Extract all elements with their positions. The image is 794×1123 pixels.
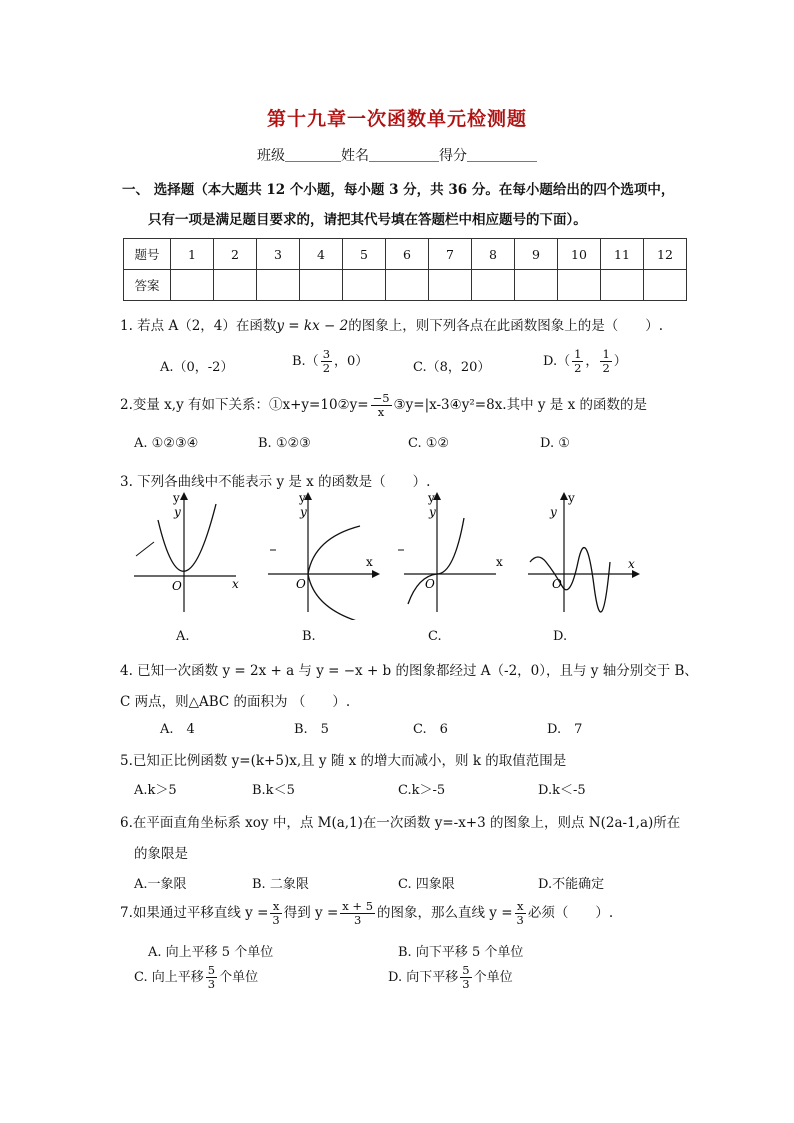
frac-denominator: 3	[207, 977, 216, 991]
q2-option-d[interactable]: D. ①	[540, 436, 570, 451]
frac-numerator: x	[515, 900, 526, 914]
q1-d-post: ）	[613, 354, 627, 369]
q5-option-c[interactable]: C.k＞-5	[398, 783, 446, 798]
frac-denominator: 3	[462, 977, 470, 991]
q5-option-b[interactable]: B.k＜5	[252, 783, 295, 798]
q1-stem-a: 1. 若点 A（2，4）在函数	[120, 318, 277, 334]
table-cell-number: 7	[429, 239, 472, 270]
q4-option-b[interactable]: B. 5	[294, 722, 329, 737]
q4-option-c[interactable]: C. 6	[413, 722, 448, 737]
origin-label: O	[552, 577, 562, 591]
q7-fraction-2	[340, 900, 375, 927]
graph-b[interactable]	[262, 490, 384, 620]
q2-option-b[interactable]: B. ①②③	[258, 436, 311, 451]
q7-option-c[interactable]	[134, 964, 258, 991]
graph-a[interactable]	[128, 490, 248, 620]
question-3-stem: 3. 下列各曲线中不能表示 y 是 x 的函数是（ ）.	[120, 474, 431, 490]
table-cell-number: 11	[601, 239, 644, 270]
question-5: 5.已知正比例函数 y=(k+5)x,且 y 随 x 的增大而减小，则 k 的取值范围是	[120, 753, 567, 769]
frac-numerator: 1	[602, 347, 610, 361]
axis-label-y: y	[568, 491, 575, 505]
x-arrow-icon	[372, 570, 380, 578]
q7-fraction-3	[515, 900, 526, 927]
frac-numerator: −5	[372, 391, 390, 405]
q4-option-a[interactable]: A. 4	[160, 722, 195, 737]
table-cell-number: 12	[644, 239, 687, 270]
answer-cell[interactable]	[343, 270, 386, 301]
axis-label-y-inner: y	[550, 505, 557, 519]
frac-denominator: 2	[602, 361, 610, 375]
origin-label: O	[172, 579, 182, 593]
axis-label-x: x	[366, 555, 373, 569]
frac-denominator: 2	[322, 361, 331, 375]
q7-c-fraction	[206, 964, 217, 991]
q1-option-c[interactable]: C.（8，20）	[413, 360, 491, 375]
q2-stem-b: ③y=|x-3④y²=8x.其中 y 是 x 的函数的是	[393, 397, 647, 413]
answer-cell[interactable]	[644, 270, 687, 301]
q7-d-fraction	[460, 964, 471, 991]
table-cell-number: 5	[343, 239, 386, 270]
frac-denominator: x	[377, 405, 385, 419]
table-cell-number: 2	[214, 239, 257, 270]
frac-denominator: 3	[516, 913, 524, 927]
q7-d-pre: D. 向下平移	[388, 970, 459, 985]
question-4-line1: 4. 已知一次函数 y = 2x + a 与 y = −x + b 的图象都经过 A（-2，0），且与 y 轴分别交于 B、	[120, 663, 698, 679]
axis-label-y: y	[299, 491, 306, 505]
q4-option-d[interactable]: D. 7	[547, 722, 583, 737]
table-cell-number: 6	[386, 239, 429, 270]
q7-stem-a: 7.如果通过平移直线 y =	[120, 905, 269, 921]
q7-c-pre: C. 向上平移	[134, 970, 204, 985]
axis-label-y-inner: y	[300, 505, 307, 519]
q7-option-b[interactable]: B. 向下平移 5 个单位	[398, 945, 524, 960]
q1-option-b[interactable]	[292, 348, 368, 375]
q1-d-comma: ，	[585, 354, 599, 369]
section-instructions-line1: 一、 选择题（本大题共 12 个小题，每小题 3 分，共 36 分。在每小题给出的四个选项中，	[122, 182, 675, 198]
q7-d-post: 个单位	[473, 970, 513, 985]
table-row-answers	[124, 270, 687, 301]
answer-cell[interactable]	[214, 270, 257, 301]
q1-d-fraction-2	[600, 348, 611, 375]
q7-option-a[interactable]: A. 向上平移 5 个单位	[148, 945, 274, 960]
curve	[158, 504, 216, 571]
question-6-line1: 6.在平面直角坐标系 xoy 中，点 M(a,1)在一次函数 y=-x+3 的图象上，则点 N(2a-1,a)所在	[120, 815, 681, 831]
frac-denominator: 3	[272, 913, 280, 927]
q7-option-d[interactable]	[388, 964, 513, 991]
table-answer-label: 答案	[124, 270, 171, 301]
page-title: 第十九章一次函数单元检测题	[266, 108, 527, 130]
axis-label-x: x	[496, 555, 503, 569]
y-arrow-icon	[560, 492, 568, 500]
frac-numerator: x + 5	[342, 899, 374, 913]
question-6-line2: 的象限是	[134, 846, 188, 862]
q1-b-fraction	[321, 348, 332, 375]
graph-label-c: C.	[428, 629, 442, 644]
q7-c-post: 个单位	[219, 970, 259, 985]
q5-option-a[interactable]: A.k＞5	[134, 783, 177, 798]
q1-d-pre: D.（	[543, 354, 571, 369]
answer-cell[interactable]	[300, 270, 343, 301]
axis-label-y-inner: y	[174, 505, 181, 519]
graph-d[interactable]	[524, 490, 644, 620]
q1-expression: y = kx − 2	[276, 318, 349, 334]
answer-cell[interactable]	[257, 270, 300, 301]
curve	[308, 526, 360, 620]
graph-label-b: B.	[302, 629, 316, 644]
q1-d-fraction-1	[572, 348, 583, 375]
q7-stem-c: 的图象，那么直线 y =	[377, 905, 513, 921]
q6-option-b[interactable]: B. 二象限	[252, 877, 309, 892]
table-header-label: 题号	[124, 239, 171, 270]
axis-label-y: y	[173, 491, 180, 505]
q6-option-a[interactable]: A.一象限	[134, 877, 187, 892]
answer-cell[interactable]	[472, 270, 515, 301]
q7-stem-d: 必须（ ）.	[527, 905, 614, 921]
table-cell-number: 8	[472, 239, 515, 270]
frac-numerator: x	[270, 900, 281, 914]
section-instructions-line2: 只有一项是满足题目要求的，请把其代号填在答题栏中相应题号的下面）。	[148, 212, 587, 228]
q7-fraction-1	[270, 900, 281, 927]
q1-option-d[interactable]	[543, 348, 627, 375]
axis-tick	[136, 542, 154, 556]
answer-cell[interactable]	[515, 270, 558, 301]
y-arrow-icon	[180, 492, 188, 500]
table-cell-number: 9	[515, 239, 558, 270]
frac-numerator: 1	[574, 347, 582, 361]
graph-label-a: A.	[176, 629, 190, 644]
q1-stem-b: 的图象上，则下列各点在此函数图象上的是（ ）.	[348, 318, 663, 334]
question-1	[120, 314, 663, 334]
frac-denominator: 2	[574, 361, 582, 375]
table-row-numbers	[124, 239, 687, 270]
answer-cell[interactable]	[601, 270, 644, 301]
q6-option-c[interactable]: C. 四象限	[398, 877, 455, 892]
origin-label: O	[425, 577, 435, 591]
answer-table	[123, 238, 687, 301]
q2-option-c[interactable]: C. ①②	[408, 436, 450, 451]
frac-numerator: 5	[462, 963, 470, 977]
question-4-line2: C 两点，则△ABC 的面积为 （ ）.	[120, 694, 351, 710]
table-cell-number: 10	[558, 239, 601, 270]
q7-stem-b: 得到 y =	[283, 905, 339, 921]
axis-label-x: x	[232, 577, 239, 591]
q1-b-post: ，0）	[334, 354, 369, 369]
question-2	[120, 392, 647, 419]
answer-cell[interactable]	[386, 270, 429, 301]
table-cell-number: 1	[171, 239, 214, 270]
answer-cell[interactable]	[429, 270, 472, 301]
answer-cell[interactable]	[171, 270, 214, 301]
q2-fraction	[371, 392, 392, 419]
q1-b-pre: B.（	[292, 354, 319, 369]
curve	[530, 548, 610, 612]
q2-stem-a: 2.变量 x,y 有如下关系：①x+y=10②y=	[120, 397, 369, 413]
axis-label-x: x	[628, 557, 635, 571]
origin-label: O	[296, 577, 306, 591]
axis-label-y-inner: y	[429, 505, 436, 519]
frac-denominator: 3	[353, 913, 362, 927]
graph-label-d: D.	[553, 629, 568, 644]
student-info-line: 班级＿＿＿＿姓名＿＿＿＿＿得分＿＿＿＿＿	[257, 148, 537, 164]
frac-numerator: 5	[207, 963, 216, 977]
graph-c[interactable]	[392, 490, 512, 620]
frac-numerator: 3	[322, 347, 331, 361]
question-7	[120, 900, 613, 927]
q5-option-d[interactable]: D.k＜-5	[538, 783, 586, 798]
q6-option-d[interactable]: D.不能确定	[538, 877, 605, 892]
q2-option-a[interactable]: A. ①②③④	[134, 436, 199, 451]
axis-label-y: y	[428, 491, 435, 505]
table-cell-number: 3	[257, 239, 300, 270]
answer-cell[interactable]	[558, 270, 601, 301]
q1-option-a[interactable]: A.（0，-2）	[160, 360, 234, 375]
x-arrow-icon	[632, 570, 640, 578]
curve	[408, 518, 464, 604]
table-cell-number: 4	[300, 239, 343, 270]
